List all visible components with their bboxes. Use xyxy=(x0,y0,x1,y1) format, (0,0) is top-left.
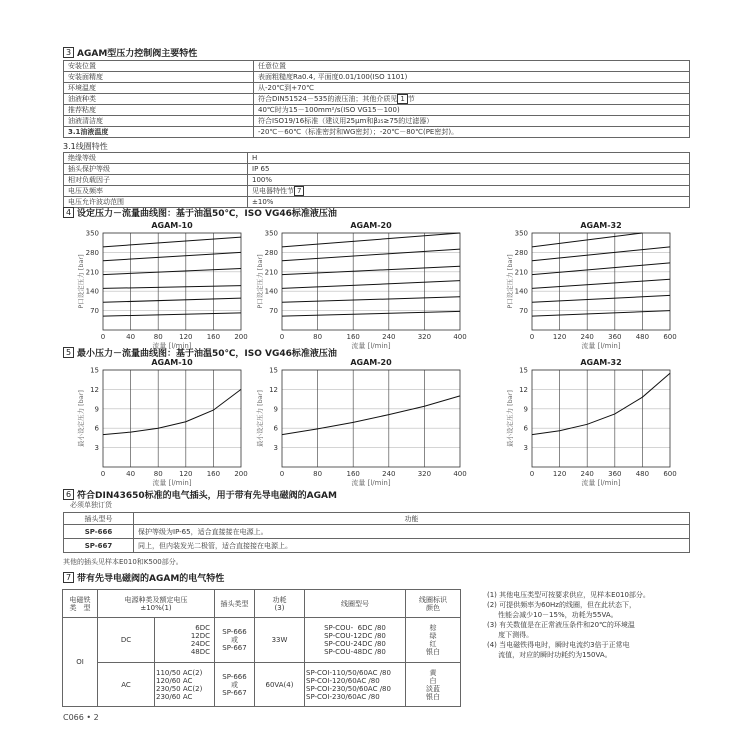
section-ref: 7 xyxy=(294,186,304,196)
chart-title: AGAM-20 xyxy=(350,221,392,230)
section-4-heading: 4 设定压力－流量曲线图：基于油温50℃，ISO VG46标准液压油 xyxy=(63,206,337,219)
y-tick-label: 12 xyxy=(90,385,99,394)
property-label: 相对负载因子 xyxy=(64,175,248,186)
power: 60VA(4) xyxy=(255,663,305,707)
y-tick-label: 6 xyxy=(94,424,99,433)
x-tick-label: 320 xyxy=(417,333,432,341)
current-kind: DC xyxy=(98,618,155,663)
x-tick-label: 120 xyxy=(179,470,193,478)
series-line xyxy=(282,281,460,289)
x-tick-label: 0 xyxy=(279,470,285,478)
value-text: 表面粗糙度Ra0.4, 平面度0.01/100(ISO 1101) xyxy=(258,73,408,81)
x-tick-label: 80 xyxy=(313,470,323,478)
x-tick-label: 360 xyxy=(608,333,622,341)
x-tick-label: 240 xyxy=(580,470,594,478)
header-voltage: 电源种类及额定电压 ±10%(1) xyxy=(98,590,215,618)
x-tick-label: 600 xyxy=(663,333,677,341)
value-text: 符合DIN51524－535的液压油；其他介质见 xyxy=(258,95,398,103)
x-tick-label: 40 xyxy=(126,470,136,478)
y-tick-label: 280 xyxy=(85,248,99,257)
x-tick-label: 360 xyxy=(608,470,622,478)
section-3-heading: 3 AGAM型压力控制阀主要特性 xyxy=(63,46,197,59)
series-line xyxy=(282,396,460,435)
y-tick-label: 70 xyxy=(269,307,278,316)
section-6-heading: 6 符合DIN43650标准的电气插头，用于带有先导电磁阀的AGAM xyxy=(63,488,337,501)
note-1: (1) 其他电压类型可按要求供应，见样本E010部分。 xyxy=(487,591,650,599)
value-text: IP 65 xyxy=(252,165,270,173)
property-label: 安装面精度 xyxy=(64,72,254,83)
x-tick-label: 0 xyxy=(100,470,106,478)
y-tick-label: 9 xyxy=(273,405,278,414)
header-power: 功耗 (3) xyxy=(255,590,305,618)
coil-models: SP-COU- 6DC /80 SP-COU-12DC /80 SP-COU-24DC /80 SP-COU-48DC /80 xyxy=(305,618,406,663)
y-tick-label: 350 xyxy=(514,229,528,238)
header-coil: 线圈型号 xyxy=(305,590,406,618)
y-axis-label: P口设定压力 [bar] xyxy=(77,254,85,309)
plug-model: SP-666 xyxy=(64,525,134,539)
y-axis-label: P口设定压力 [bar] xyxy=(506,254,514,309)
voltages: 6DC 12DC 24DC 48DC xyxy=(155,618,215,663)
x-tick-label: 0 xyxy=(529,470,535,478)
x-tick-label: 120 xyxy=(179,333,193,341)
section-ref: 1 xyxy=(397,94,407,104)
chart-title: AGAM-32 xyxy=(580,221,622,230)
header-function: 功能 xyxy=(134,513,690,525)
y-tick-label: 9 xyxy=(94,405,99,414)
section-5-heading: 5 最小压力－流量曲线图：基于油温50℃，ISO VG46标准液压油 xyxy=(63,346,337,359)
x-tick-label: 80 xyxy=(153,470,163,478)
property-label: 3.1油液温度 xyxy=(64,127,254,138)
x-tick-label: 400 xyxy=(453,470,467,478)
y-tick-label: 140 xyxy=(85,287,99,296)
chart-title: AGAM-32 xyxy=(580,358,622,367)
x-tick-label: 0 xyxy=(529,333,535,341)
series-line xyxy=(282,266,460,274)
y-axis-label: 最小设定压力 [bar] xyxy=(506,390,514,447)
table-row xyxy=(64,525,690,539)
property-label: 油液清洁度 xyxy=(64,116,254,127)
property-label: 插头保护等级 xyxy=(64,164,248,175)
x-tick-label: 200 xyxy=(234,333,248,341)
x-tick-label: 200 xyxy=(234,470,248,478)
x-tick-label: 120 xyxy=(552,333,567,341)
x-tick-label: 240 xyxy=(382,470,396,478)
value-text: 100% xyxy=(252,176,273,184)
y-tick-label: 15 xyxy=(519,366,528,375)
property-label: 绝缘等级 xyxy=(64,153,248,164)
voltages: 110/50 AC(2) 120/60 AC 230/50 AC(2) 230/60 AC xyxy=(155,663,215,707)
current-kind: AC xyxy=(98,663,155,707)
series-line xyxy=(282,233,460,247)
table-row xyxy=(63,618,461,663)
x-tick-label: 40 xyxy=(126,333,136,341)
coil-models: SP-COI-110/50/60AC /80 SP-COI-120/60AC /80 SP-COI-230/50/60AC /80 SP-COI-230/60AC /80 xyxy=(305,663,406,707)
order-separately-note: 必须单独订货 xyxy=(70,501,112,509)
x-tick-label: 240 xyxy=(580,333,594,341)
y-tick-label: 140 xyxy=(264,287,278,296)
header-type: 电磁铁 类 型 xyxy=(63,590,98,618)
value-suffix: 节 xyxy=(407,95,415,103)
y-tick-label: 210 xyxy=(264,268,278,277)
chart-title: AGAM-10 xyxy=(151,221,193,230)
x-axis-label: 流量 [l/min] xyxy=(581,342,621,350)
header-color: 线圈标识 颜色 xyxy=(406,590,461,618)
solenoid-type: OI xyxy=(63,618,98,707)
y-tick-label: 280 xyxy=(514,248,528,257)
series-line xyxy=(532,279,670,288)
x-tick-label: 600 xyxy=(663,470,677,478)
coil-characteristics-heading: 3.1线圈特性 xyxy=(63,142,108,151)
y-tick-label: 6 xyxy=(523,424,528,433)
y-tick-label: 350 xyxy=(264,229,278,238)
y-axis-label: 最小设定压力 [bar] xyxy=(256,390,264,447)
series-line xyxy=(103,298,241,302)
chart-title: AGAM-10 xyxy=(151,358,193,367)
x-axis-label: 流量 [l/min] xyxy=(351,479,391,487)
x-tick-label: 80 xyxy=(153,333,163,341)
y-tick-label: 210 xyxy=(514,268,528,277)
y-tick-label: 12 xyxy=(269,385,278,394)
value-text: H xyxy=(252,154,258,162)
series-line xyxy=(103,237,241,247)
value-text: 从-20℃到+70℃ xyxy=(258,84,314,92)
series-line xyxy=(103,286,241,289)
y-tick-label: 350 xyxy=(85,229,99,238)
power: 33W xyxy=(255,618,305,663)
plug-type: SP-666 或 SP-667 xyxy=(215,618,255,663)
coil-colors: 黄 白 淡蓝 银白 xyxy=(406,663,461,707)
y-tick-label: 3 xyxy=(523,444,528,453)
x-tick-label: 80 xyxy=(313,333,323,341)
y-tick-label: 6 xyxy=(273,424,278,433)
y-tick-label: 280 xyxy=(264,248,278,257)
y-tick-label: 210 xyxy=(85,268,99,277)
property-label: 推荐粘度 xyxy=(64,105,254,116)
note-4: (4) 当电磁铁得电时，瞬时电流约3倍于正常电 流值，对应的瞬时功耗约为150VA。 xyxy=(487,641,630,659)
property-label: 油液种类 xyxy=(64,94,254,105)
value-text: 符合ISO19/16标准（建议用25μm和β₂₅≥75的过滤器） xyxy=(258,117,434,125)
y-tick-label: 70 xyxy=(90,307,99,316)
note-3: (3) 有关数值是在正常液压条件和20℃的环境温 度下测得。 xyxy=(487,621,635,639)
y-axis-label: P口设定压力 [bar] xyxy=(256,254,264,309)
y-tick-label: 12 xyxy=(519,385,528,394)
header-plug: 插头类型 xyxy=(215,590,255,618)
series-line xyxy=(532,373,670,434)
plug-function: 同上，但内装发光二极管，适合直接接在电源上。 xyxy=(134,539,690,553)
plot-frame xyxy=(532,370,670,467)
series-line xyxy=(532,311,670,317)
value-text: -20℃－60℃（标准密封和WG密封）；-20℃－80℃(PE密封)。 xyxy=(258,128,459,136)
plug-model: SP-667 xyxy=(64,539,134,553)
x-tick-label: 160 xyxy=(206,470,221,478)
plug-function: 保护等级为IP-65，适合直接接在电源上。 xyxy=(134,525,690,539)
x-tick-label: 160 xyxy=(206,333,221,341)
plug-type: SP-666 或 SP-667 xyxy=(215,663,255,707)
header-plug-model: 插头型号 xyxy=(64,513,134,525)
series-line xyxy=(103,389,241,434)
y-tick-label: 15 xyxy=(90,366,99,375)
x-axis-label: 流量 [l/min] xyxy=(152,342,192,350)
x-tick-label: 160 xyxy=(346,333,360,341)
value-text: 任意位置 xyxy=(258,62,286,70)
property-label: 安装位置 xyxy=(64,61,254,72)
series-line xyxy=(532,247,670,261)
series-line xyxy=(282,311,460,316)
y-tick-label: 140 xyxy=(514,287,528,296)
x-tick-label: 0 xyxy=(100,333,106,341)
x-tick-label: 0 xyxy=(279,333,285,341)
property-label: 电压及频率 xyxy=(64,186,248,197)
x-tick-label: 480 xyxy=(635,333,650,341)
series-line xyxy=(103,313,241,316)
series-line xyxy=(532,263,670,275)
plot-frame xyxy=(103,370,241,467)
x-axis-label: 流量 [l/min] xyxy=(351,342,391,350)
x-tick-label: 400 xyxy=(453,333,467,341)
y-axis-label: 最小设定压力 [bar] xyxy=(77,390,85,447)
x-tick-label: 160 xyxy=(346,470,360,478)
series-line xyxy=(282,249,460,261)
notes xyxy=(487,590,650,660)
x-tick-label: 120 xyxy=(552,470,567,478)
series-line xyxy=(103,252,241,260)
y-tick-label: 3 xyxy=(94,444,99,453)
series-line xyxy=(532,295,670,302)
series-line xyxy=(282,297,460,303)
x-tick-label: 480 xyxy=(635,470,650,478)
section-7-heading: 7 带有先导电磁阀的AGAM的电气特性 xyxy=(63,571,224,584)
value-text: ±10% xyxy=(252,198,274,206)
x-axis-label: 流量 [l/min] xyxy=(581,479,621,487)
y-tick-label: 15 xyxy=(269,366,278,375)
chart-title: AGAM-20 xyxy=(350,358,392,367)
y-tick-label: 9 xyxy=(523,405,528,414)
coil-colors: 棕 绿 红 银白 xyxy=(406,618,461,663)
x-tick-label: 240 xyxy=(382,333,396,341)
table-row xyxy=(63,663,461,707)
x-tick-label: 320 xyxy=(417,470,432,478)
plug-table xyxy=(63,512,690,553)
electrical-characteristics-table xyxy=(62,589,461,707)
value-text: 见电器特性节 xyxy=(252,187,294,195)
page-number: C066 • 2 xyxy=(63,713,99,722)
y-tick-label: 3 xyxy=(273,444,278,453)
property-label: 电压允许波动范围 xyxy=(64,197,248,208)
note-2: (2) 可提供频率为60Hz的线圈，但在此状态下， 性能会减少10－15%，功耗为55VA。 xyxy=(487,601,636,619)
table-row xyxy=(64,539,690,553)
property-label: 环境温度 xyxy=(64,83,254,94)
x-axis-label: 流量 [l/min] xyxy=(152,479,192,487)
y-tick-label: 70 xyxy=(519,307,528,316)
value-text: 40℃时为15－100mm²/s(ISO VG15－100) xyxy=(258,106,400,114)
other-plugs-note: 其他的插头见样本E010和K500部分。 xyxy=(63,558,183,566)
